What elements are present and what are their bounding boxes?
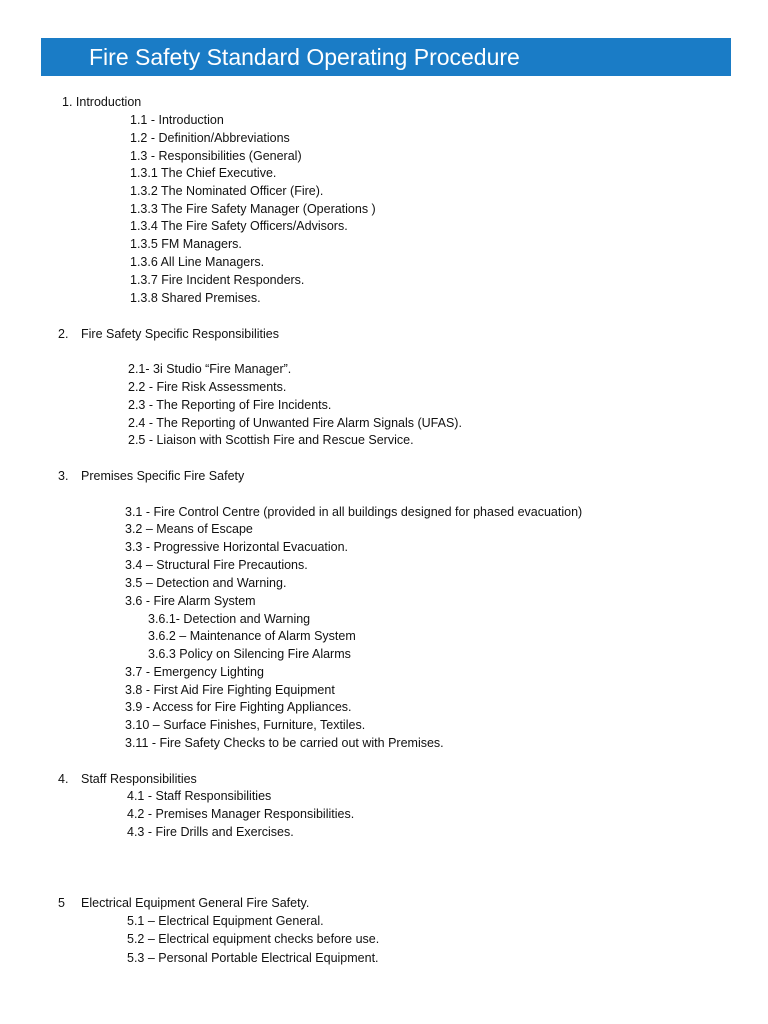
toc-item-1-3-7: 1.3.7 Fire Incident Responders. bbox=[130, 273, 305, 287]
toc-item-3-6-1: 3.6.1- Detection and Warning bbox=[148, 612, 311, 626]
section-4-number: 4. bbox=[58, 772, 69, 786]
toc-item-3-2: 3.2 – Means of Escape bbox=[125, 522, 253, 536]
toc-item-1-2: 1.2 - Definition/Abbreviations bbox=[130, 131, 290, 145]
toc-item-2-5: 2.5 - Liaison with Scottish Fire and Rescue Service. bbox=[128, 433, 414, 447]
toc-item-3-8: 3.8 - First Aid Fire Fighting Equipment bbox=[125, 683, 335, 697]
toc-item-5-3: 5.3 – Personal Portable Electrical Equipment. bbox=[127, 951, 379, 965]
toc-item-1-3: 1.3 - Responsibilities (General) bbox=[130, 149, 302, 163]
section-2-heading: Fire Safety Specific Responsibilities bbox=[81, 327, 279, 341]
section-2-number: 2. bbox=[58, 327, 69, 341]
toc-item-1-3-8: 1.3.8 Shared Premises. bbox=[130, 291, 261, 305]
section-3-number: 3. bbox=[58, 469, 69, 483]
toc-item-5-2: 5.2 – Electrical equipment checks before use. bbox=[127, 932, 380, 946]
section-5-heading: Electrical Equipment General Fire Safety. bbox=[81, 896, 310, 910]
toc-item-5-1: 5.1 – Electrical Equipment General. bbox=[127, 914, 324, 928]
toc-item-2-1: 2.1- 3i Studio “Fire Manager”. bbox=[128, 362, 292, 376]
section-3-heading: Premises Specific Fire Safety bbox=[81, 469, 245, 483]
section-1-heading: 1. Introduction bbox=[62, 95, 142, 109]
toc-item-3-1: 3.1 - Fire Control Centre (provided in all buildings designed for phased evacuation) bbox=[125, 505, 583, 519]
toc-item-1-3-3: 1.3.3 The Fire Safety Manager (Operations ) bbox=[130, 202, 376, 216]
toc-item-4-3: 4.3 - Fire Drills and Exercises. bbox=[127, 825, 294, 839]
toc-item-3-9: 3.9 - Access for Fire Fighting Appliances. bbox=[125, 700, 352, 714]
toc-item-2-2: 2.2 - Fire Risk Assessments. bbox=[128, 380, 287, 394]
toc-item-1-1: 1.1 - Introduction bbox=[130, 113, 224, 127]
document-title-bar bbox=[41, 38, 731, 76]
toc-item-1-3-2: 1.3.2 The Nominated Officer (Fire). bbox=[130, 184, 324, 198]
toc-item-4-2: 4.2 - Premises Manager Responsibilities. bbox=[127, 807, 355, 821]
toc-item-3-6-2: 3.6.2 – Maintenance of Alarm System bbox=[148, 629, 356, 643]
toc-item-1-3-5: 1.3.5 FM Managers. bbox=[130, 237, 242, 251]
toc-item-3-4: 3.4 – Structural Fire Precautions. bbox=[125, 558, 308, 572]
toc-item-3-6: 3.6 - Fire Alarm System bbox=[125, 594, 256, 608]
toc-item-1-3-4: 1.3.4 The Fire Safety Officers/Advisors. bbox=[130, 219, 348, 233]
toc-item-2-3: 2.3 - The Reporting of Fire Incidents. bbox=[128, 398, 332, 412]
toc-item-1-3-6: 1.3.6 All Line Managers. bbox=[130, 255, 265, 269]
toc-item-4-1: 4.1 - Staff Responsibilities bbox=[127, 789, 272, 803]
toc-item-2-4: 2.4 - The Reporting of Unwanted Fire Alarm Signals (UFAS). bbox=[128, 416, 462, 430]
section-4-heading: Staff Responsibilities bbox=[81, 772, 197, 786]
toc-item-1-3-1: 1.3.1 The Chief Executive. bbox=[130, 166, 277, 180]
document-title: Fire Safety Standard Operating Procedure bbox=[89, 44, 520, 70]
toc-item-3-5: 3.5 – Detection and Warning. bbox=[125, 576, 287, 590]
section-5-number: 5 bbox=[58, 896, 65, 910]
toc-item-3-7: 3.7 - Emergency Lighting bbox=[125, 665, 264, 679]
toc-item-3-11: 3.11 - Fire Safety Checks to be carried out with Premises. bbox=[125, 736, 444, 750]
toc-item-3-3: 3.3 - Progressive Horizontal Evacuation. bbox=[125, 540, 349, 554]
toc-item-3-6-3: 3.6.3 Policy on Silencing Fire Alarms bbox=[148, 647, 351, 661]
toc-item-3-10: 3.10 – Surface Finishes, Furniture, Textiles. bbox=[125, 718, 366, 732]
